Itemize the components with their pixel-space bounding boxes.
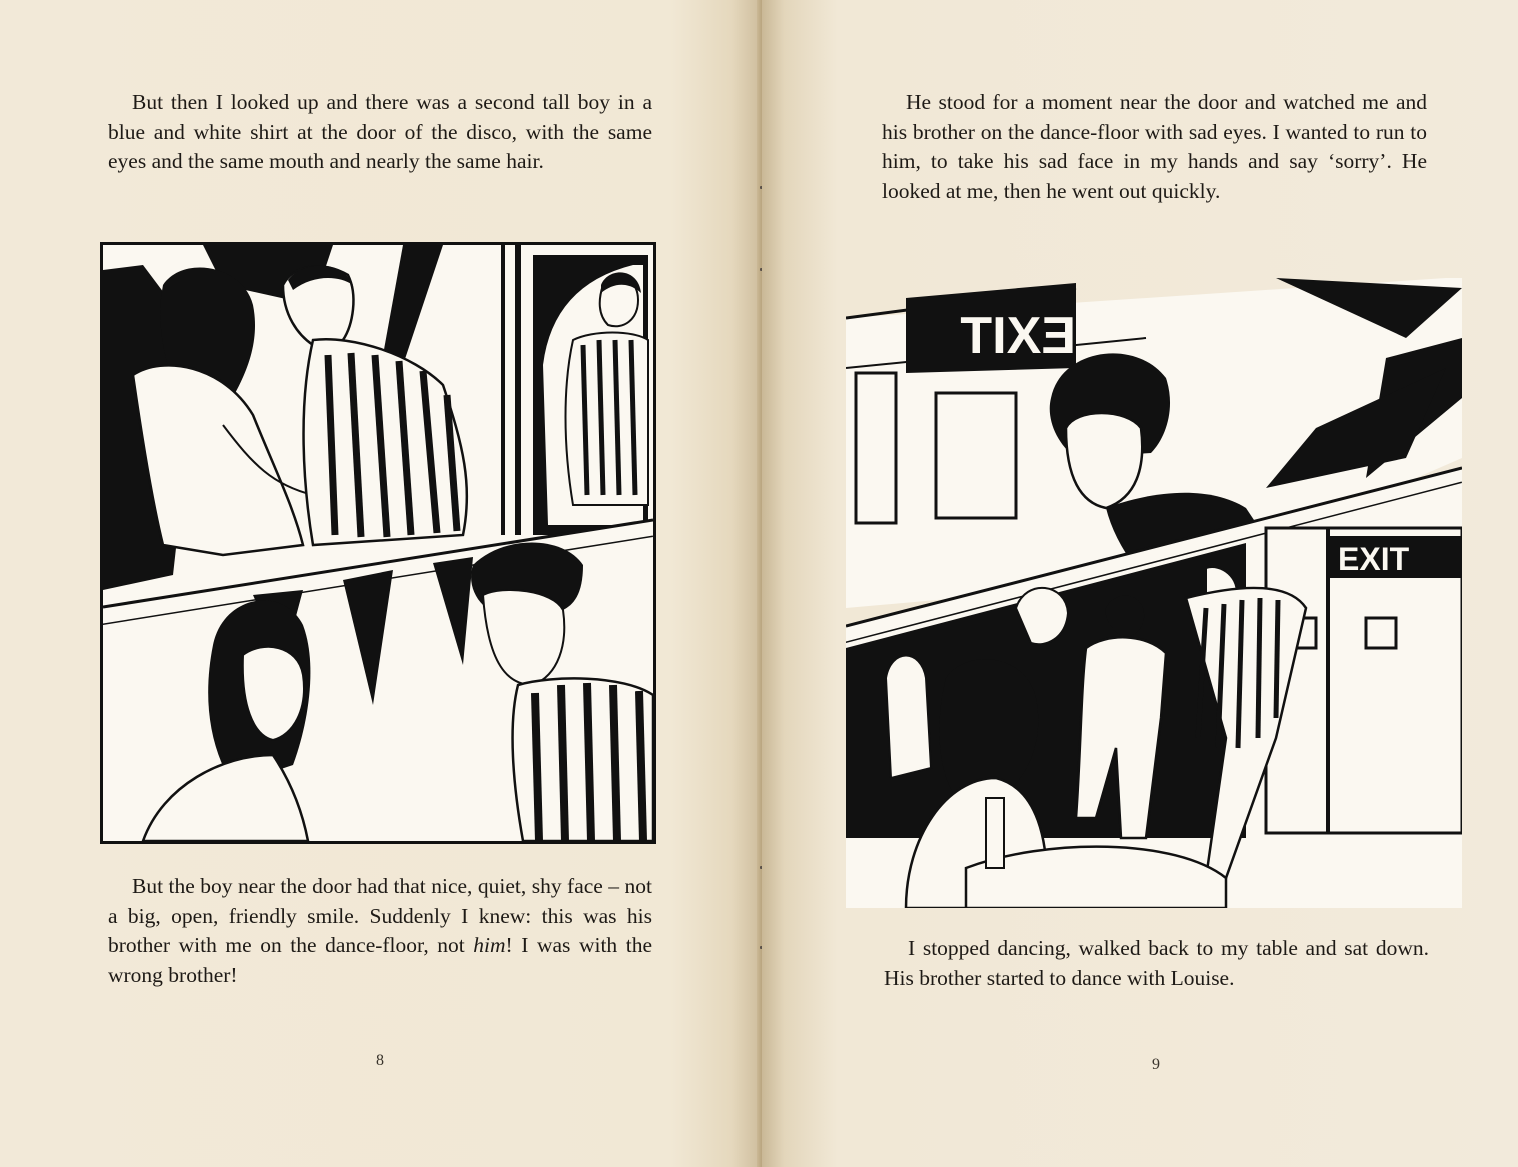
left-bottom-paragraph <box>108 872 652 990</box>
right-bottom-paragraph-text: I stopped dancing, walked back to my table and sat down. His brother started to dance with Louise. <box>884 936 1429 990</box>
illustration-disco-brothers <box>103 245 653 841</box>
left-bottom-paragraph-emphasis: him <box>473 933 506 958</box>
page-number-left: 8 <box>376 1052 384 1069</box>
page-number-right: 9 <box>1152 1056 1160 1073</box>
sign-text-mirrored: EXIT <box>960 307 1076 365</box>
left-top-paragraph <box>108 88 652 177</box>
left-bottom-paragraph-text-a: But the boy near the door had that nice, quiet, shy face – not a big, open, friendly smile. Suddenly I knew: this was his brother with me on the dance-floor, not <box>108 874 652 958</box>
right-page <box>762 0 1518 1167</box>
left-top-paragraph-text: But then I looked up and there was a second tall boy in a blue and white shirt at the door of the disco, with the same eyes and the same mouth and nearly the same hair. <box>108 90 652 174</box>
right-top-paragraph <box>882 88 1427 206</box>
illustration-exit-door <box>846 278 1462 908</box>
right-bottom-paragraph <box>884 934 1429 993</box>
left-illustration <box>100 242 656 844</box>
right-top-paragraph-text: He stood for a moment near the door and watched me and his brother on the dance-floor with sad eyes. I wanted to run to him, to take his sad face in my hands and say ‘sorry’. He looked at me, then he went out quickly. <box>882 90 1427 203</box>
exit-sign-text: EXIT <box>1338 541 1410 577</box>
right-illustration <box>846 278 1462 908</box>
left-bottom-paragraph-text-b: ! I was with the wrong brother! <box>108 933 652 987</box>
